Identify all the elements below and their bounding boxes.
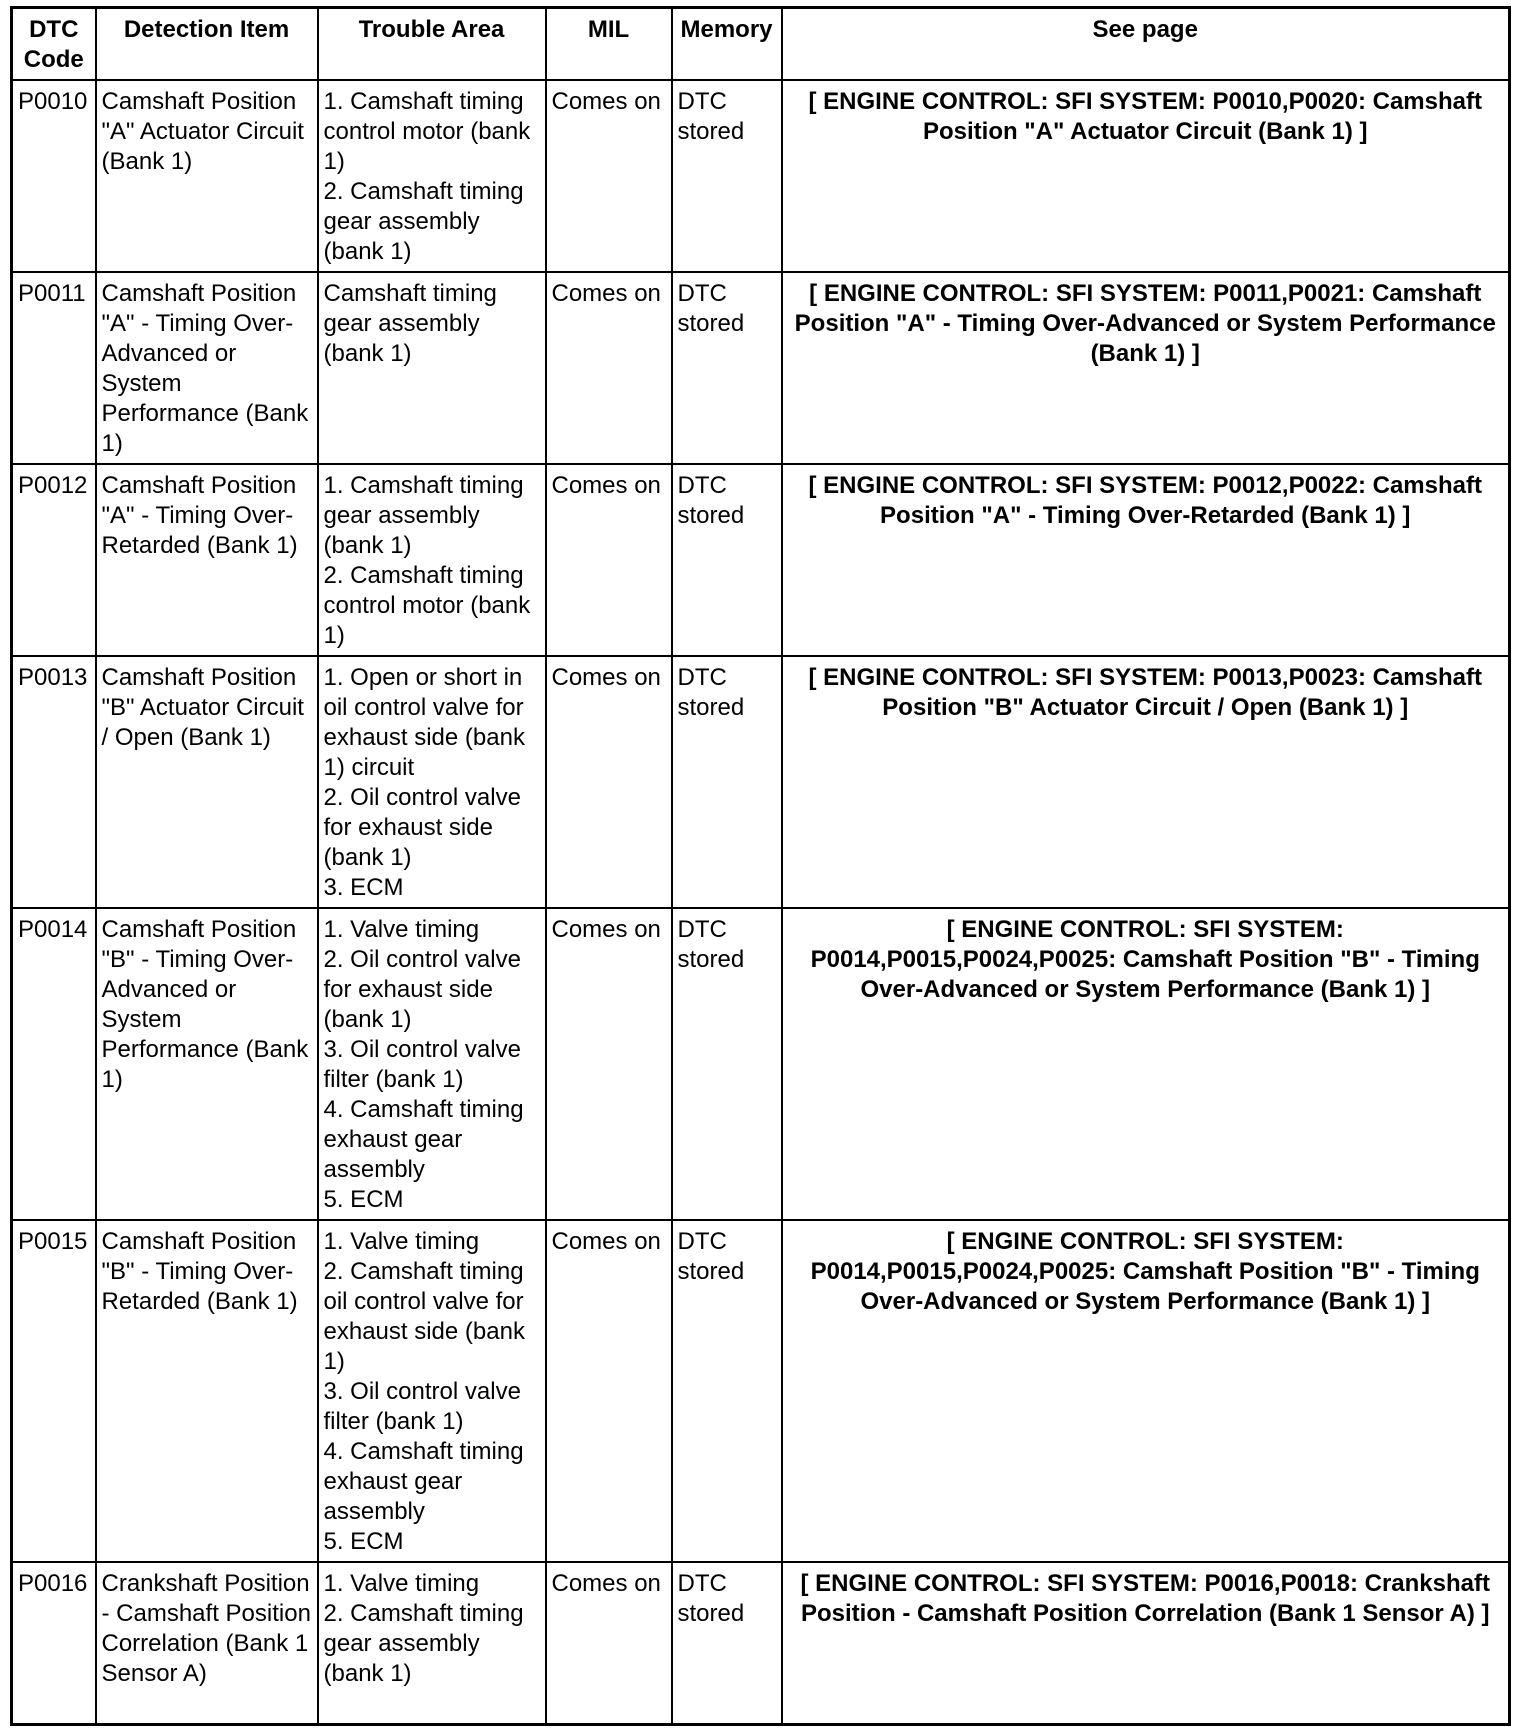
header-detection-item: Detection Item <box>96 8 318 81</box>
trouble-area-line: 2. Camshaft timing gear assembly (bank 1) <box>323 178 524 265</box>
trouble-area-line: 3. ECM <box>323 874 404 901</box>
cell-detection-item: Crankshaft Position - Camshaft Position Correlation (Bank 1 Sensor A) <box>96 1562 318 1724</box>
table-header-row <box>12 8 1510 81</box>
trouble-area-line: 1. Valve timing <box>323 916 480 943</box>
cell-dtc-code: P0015 <box>12 1220 96 1562</box>
cell-dtc-code: P0011 <box>12 272 96 464</box>
cell-memory: DTC stored <box>672 656 782 908</box>
trouble-area-line: 1. Valve timing <box>323 1228 480 1255</box>
table-row <box>12 908 1510 1220</box>
cell-see-page-link[interactable]: [ ENGINE CONTROL: SFI SYSTEM: P0012,P0022: Camshaft Position "A" - Timing Over-Retarded (Bank 1) ] <box>782 464 1510 656</box>
cell-mil: Comes on <box>546 464 672 656</box>
cell-trouble-area <box>318 1220 546 1562</box>
table-row <box>12 464 1510 656</box>
cell-trouble-area <box>318 464 546 656</box>
trouble-area-line: 1. Valve timing <box>323 1570 480 1597</box>
cell-detection-item: Camshaft Position "A" - Timing Over-Advanced or System Performance (Bank 1) <box>96 272 318 464</box>
trouble-area-line: 4. Camshaft timing exhaust gear assembly <box>323 1438 524 1525</box>
trouble-area-line: 1. Open or short in oil control valve for exhaust side (bank 1) circuit <box>323 664 525 781</box>
header-memory: Memory <box>672 8 782 81</box>
cell-dtc-code: P0016 <box>12 1562 96 1724</box>
cell-trouble-area <box>318 1562 546 1724</box>
cell-memory: DTC stored <box>672 908 782 1220</box>
cell-mil: Comes on <box>546 1562 672 1724</box>
trouble-area-line: 3. Oil control valve filter (bank 1) <box>323 1036 521 1093</box>
cell-detection-item: Camshaft Position "B" - Timing Over-Retarded (Bank 1) <box>96 1220 318 1562</box>
table-row <box>12 272 1510 464</box>
header-mil: MIL <box>546 8 672 81</box>
cell-see-page-link[interactable]: [ ENGINE CONTROL: SFI SYSTEM: P0013,P0023: Camshaft Position "B" Actuator Circuit / Open (Bank 1) ] <box>782 656 1510 908</box>
trouble-area-line: 5. ECM <box>323 1186 404 1213</box>
cell-mil: Comes on <box>546 1220 672 1562</box>
cell-detection-item: Camshaft Position "B" - Timing Over-Advanced or System Performance (Bank 1) <box>96 908 318 1220</box>
trouble-area-line: 1. Camshaft timing control motor (bank 1) <box>323 88 531 175</box>
cell-see-page-link[interactable]: [ ENGINE CONTROL: SFI SYSTEM: P0014,P0015,P0024,P0025: Camshaft Position "B" - Timing Over-Advanced or System Performance (Bank 1) ] <box>782 908 1510 1220</box>
dtc-table <box>10 6 1511 1726</box>
cell-see-page-link[interactable]: [ ENGINE CONTROL: SFI SYSTEM: P0014,P0015,P0024,P0025: Camshaft Position "B" - Timing Over-Advanced or System Performance (Bank 1) ] <box>782 1220 1510 1562</box>
cell-see-page-link[interactable]: [ ENGINE CONTROL: SFI SYSTEM: P0010,P0020: Camshaft Position "A" Actuator Circuit (Bank 1) ] <box>782 80 1510 272</box>
trouble-area-line: 2. Oil control valve for exhaust side (bank 1) <box>323 784 521 871</box>
cell-trouble-area <box>318 272 546 464</box>
cell-memory: DTC stored <box>672 80 782 272</box>
table-row <box>12 656 1510 908</box>
cell-trouble-area <box>318 80 546 272</box>
cell-mil: Comes on <box>546 656 672 908</box>
header-dtc-code: DTC Code <box>12 8 96 81</box>
cell-mil: Comes on <box>546 908 672 1220</box>
cell-see-page-link[interactable]: [ ENGINE CONTROL: SFI SYSTEM: P0011,P0021: Camshaft Position "A" - Timing Over-Advanced or System Performance (Bank 1) ] <box>782 272 1510 464</box>
cell-memory: DTC stored <box>672 464 782 656</box>
cell-dtc-code: P0014 <box>12 908 96 1220</box>
cell-trouble-area <box>318 908 546 1220</box>
trouble-area-line: 2. Camshaft timing control motor (bank 1) <box>323 562 531 649</box>
cell-memory: DTC stored <box>672 272 782 464</box>
trouble-area-line: 1. Camshaft timing gear assembly (bank 1) <box>323 472 524 559</box>
cell-detection-item: Camshaft Position "B" Actuator Circuit / Open (Bank 1) <box>96 656 318 908</box>
table-row <box>12 80 1510 272</box>
trouble-area-line: 2. Camshaft timing oil control valve for exhaust side (bank 1) <box>323 1258 525 1375</box>
trouble-area-line: Camshaft timing gear assembly (bank 1) <box>323 280 497 367</box>
header-see-page: See page <box>782 8 1510 81</box>
cell-detection-item: Camshaft Position "A" - Timing Over-Retarded (Bank 1) <box>96 464 318 656</box>
cell-memory: DTC stored <box>672 1220 782 1562</box>
cell-dtc-code: P0010 <box>12 80 96 272</box>
table-row <box>12 1220 1510 1562</box>
table-row <box>12 1562 1510 1724</box>
cell-dtc-code: P0012 <box>12 464 96 656</box>
cell-dtc-code: P0013 <box>12 656 96 908</box>
trouble-area-line: 4. Camshaft timing exhaust gear assembly <box>323 1096 524 1183</box>
cell-memory: DTC stored <box>672 1562 782 1724</box>
trouble-area-line: 2. Oil control valve for exhaust side (bank 1) <box>323 946 521 1033</box>
trouble-area-line: 3. Oil control valve filter (bank 1) <box>323 1378 521 1435</box>
trouble-area-line: 2. Camshaft timing gear assembly (bank 1) <box>323 1600 524 1687</box>
cell-detection-item: Camshaft Position "A" Actuator Circuit (Bank 1) <box>96 80 318 272</box>
cell-trouble-area <box>318 656 546 908</box>
trouble-area-line: 5. ECM <box>323 1528 404 1555</box>
cell-mil: Comes on <box>546 80 672 272</box>
cell-mil: Comes on <box>546 272 672 464</box>
cell-see-page-link[interactable]: [ ENGINE CONTROL: SFI SYSTEM: P0016,P0018: Crankshaft Position - Camshaft Position Correlation (Bank 1 Sensor A) ] <box>782 1562 1510 1724</box>
header-trouble-area: Trouble Area <box>318 8 546 81</box>
